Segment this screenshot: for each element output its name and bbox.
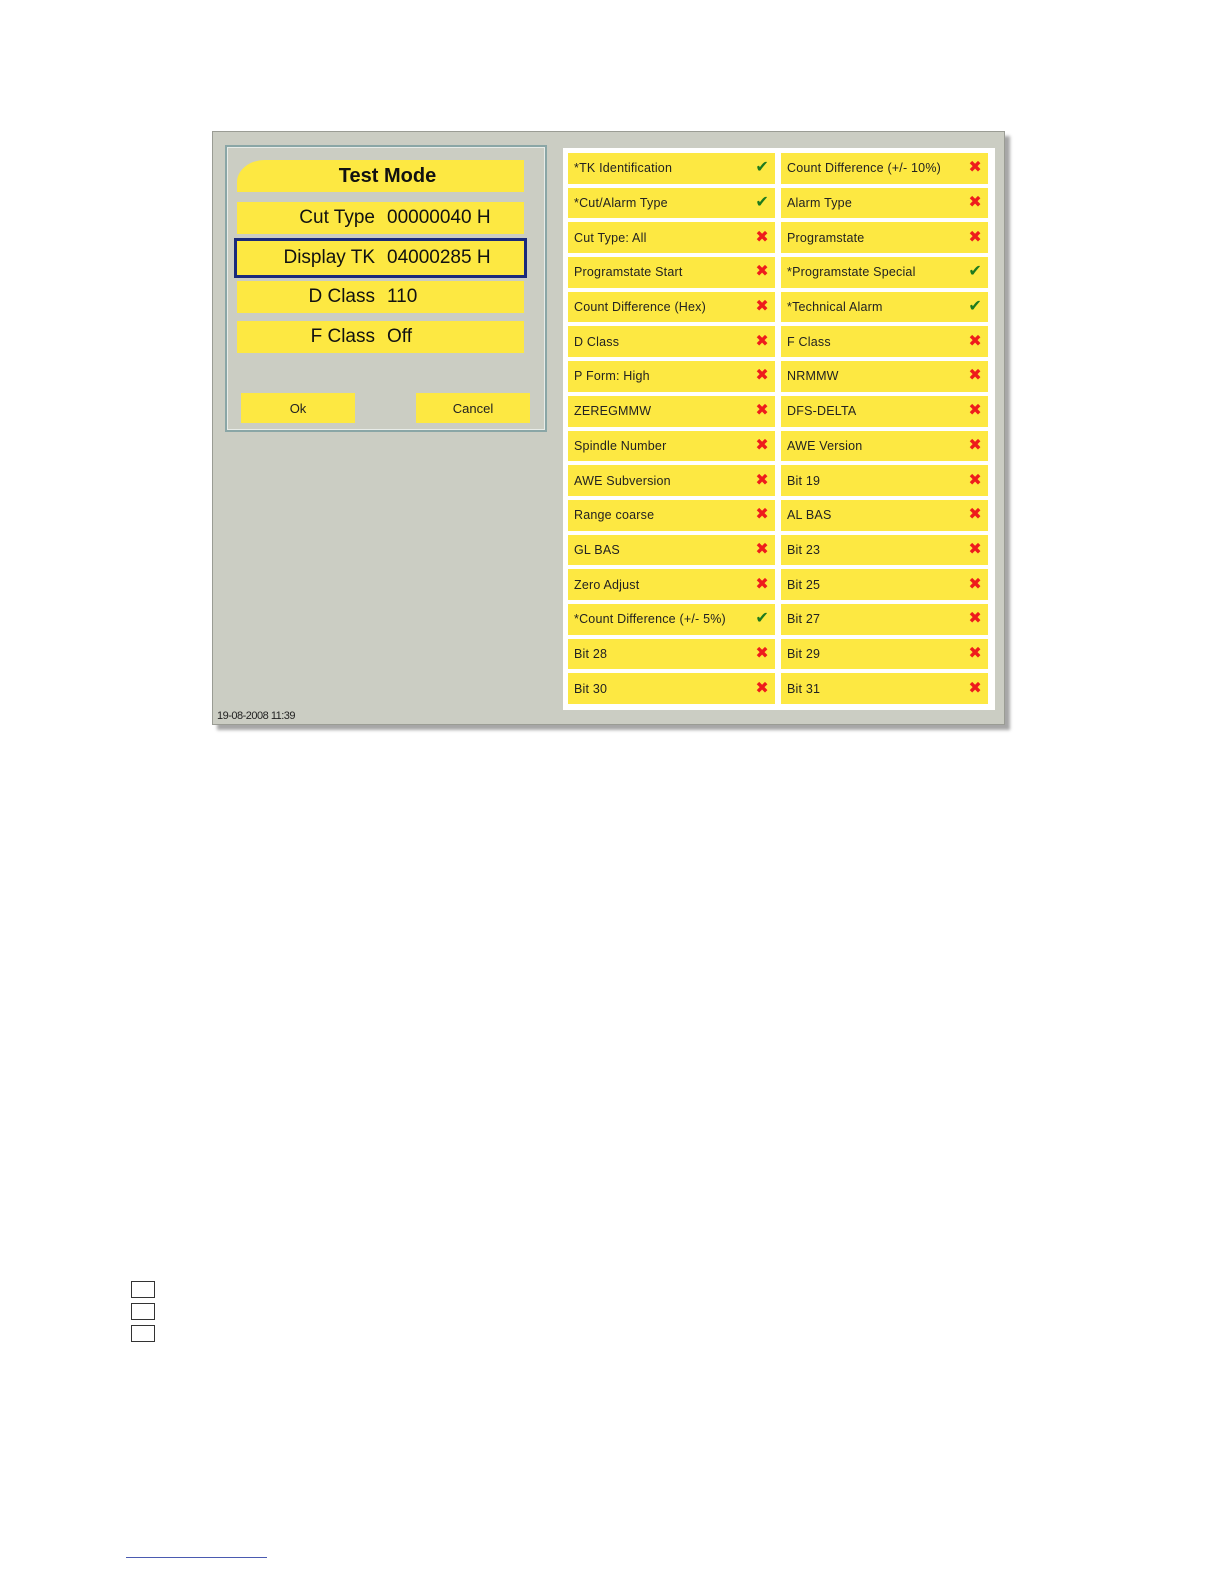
status-cell-label: Bit 30 — [574, 681, 608, 696]
cross-icon: ✖ — [968, 367, 982, 385]
checkbox-2[interactable] — [131, 1303, 155, 1320]
cross-icon: ✖ — [755, 436, 769, 454]
cross-icon: ✖ — [968, 159, 982, 177]
status-cell-label: *Count Difference (+/- 5%) — [574, 612, 726, 627]
ok-button[interactable]: Ok — [241, 393, 355, 423]
cross-icon: ✖ — [755, 228, 769, 246]
status-cell[interactable] — [781, 431, 988, 462]
status-cell[interactable] — [568, 535, 775, 566]
status-cell[interactable] — [568, 500, 775, 531]
cut-type-label: Cut Type — [299, 207, 375, 228]
status-cell-label: *Technical Alarm — [787, 300, 883, 315]
cross-icon: ✖ — [755, 402, 769, 420]
display-tk-field[interactable] — [234, 238, 527, 278]
status-cell-label: Cut Type: All — [574, 230, 647, 245]
cross-icon: ✖ — [755, 644, 769, 662]
cross-icon: ✖ — [968, 436, 982, 454]
status-cell-label: F Class — [787, 334, 831, 349]
status-cell-label: Bit 28 — [574, 646, 608, 661]
dialog-title-text: Test Mode — [338, 164, 437, 187]
status-cell[interactable] — [781, 153, 988, 184]
cross-icon: ✖ — [755, 332, 769, 350]
status-cell-label: Bit 31 — [787, 681, 821, 696]
check-icon: ✔ — [755, 194, 769, 212]
status-cell[interactable] — [568, 639, 775, 670]
status-cell[interactable] — [568, 257, 775, 288]
status-cell[interactable] — [781, 326, 988, 357]
status-cell-label: Count Difference (+/- 10%) — [787, 161, 941, 176]
display-tk-value: 04000285 H — [387, 247, 491, 268]
cross-icon: ✖ — [755, 367, 769, 385]
f-class-field[interactable] — [237, 321, 524, 353]
status-cell[interactable] — [781, 500, 988, 531]
status-cell[interactable] — [568, 465, 775, 496]
d-class-value: 110 — [387, 286, 418, 307]
d-class-field[interactable] — [237, 281, 524, 313]
f-class-label: F Class — [310, 326, 375, 347]
cross-icon: ✖ — [968, 610, 982, 628]
cross-icon: ✖ — [968, 540, 982, 558]
cross-icon: ✖ — [968, 644, 982, 662]
status-cell[interactable] — [781, 604, 988, 635]
cancel-button[interactable]: Cancel — [416, 393, 530, 423]
status-cell-label: P Form: High — [574, 369, 650, 384]
status-cell-label: Programstate — [787, 230, 865, 245]
status-cell[interactable] — [781, 569, 988, 600]
status-cell-label: Spindle Number — [574, 438, 667, 453]
cross-icon: ✖ — [968, 228, 982, 246]
status-cell[interactable] — [781, 292, 988, 323]
status-cell[interactable] — [781, 396, 988, 427]
status-cell-label: Zero Adjust — [574, 577, 640, 592]
footnote-rule — [126, 1557, 267, 1558]
status-cell[interactable] — [568, 292, 775, 323]
status-cell-label: AL BAS — [787, 508, 832, 523]
cross-icon: ✖ — [755, 471, 769, 489]
cross-icon: ✖ — [755, 298, 769, 316]
status-cell-label: Bit 29 — [787, 646, 821, 661]
check-icon: ✔ — [968, 263, 982, 281]
status-cell-label: AWE Subversion — [574, 473, 671, 488]
cut-type-value: 00000040 H — [387, 207, 491, 228]
status-cell-label: Programstate Start — [574, 265, 683, 280]
status-cell[interactable] — [568, 326, 775, 357]
status-cell[interactable] — [781, 465, 988, 496]
display-tk-label: Display TK — [283, 247, 375, 268]
cross-icon: ✖ — [968, 575, 982, 593]
test-mode-screen — [212, 131, 1005, 725]
status-cell-label: Bit 23 — [787, 542, 821, 557]
status-cell[interactable] — [781, 361, 988, 392]
cross-icon: ✖ — [968, 679, 982, 697]
check-icon: ✔ — [755, 159, 769, 177]
checkbox-3[interactable] — [131, 1325, 155, 1342]
test-mode-dialog — [225, 145, 547, 432]
status-cell[interactable] — [781, 257, 988, 288]
status-cell-label: Alarm Type — [787, 196, 852, 211]
status-cell-label: Bit 25 — [787, 577, 821, 592]
check-icon: ✔ — [968, 298, 982, 316]
timestamp: 19-08-2008 11:39 — [217, 710, 296, 722]
status-cell[interactable] — [568, 396, 775, 427]
status-cell[interactable] — [568, 222, 775, 253]
cross-icon: ✖ — [755, 263, 769, 281]
status-cell[interactable] — [568, 361, 775, 392]
status-cell[interactable] — [568, 604, 775, 635]
status-cell-label: Bit 27 — [787, 612, 821, 627]
cross-icon: ✖ — [968, 402, 982, 420]
status-cell[interactable] — [568, 188, 775, 219]
status-cell-label: D Class — [574, 334, 620, 349]
cross-icon: ✖ — [755, 679, 769, 697]
status-cell[interactable] — [781, 535, 988, 566]
status-cell-label: ZEREGMMW — [574, 404, 652, 419]
dialog-title — [237, 160, 524, 192]
status-cell[interactable] — [781, 188, 988, 219]
cross-icon: ✖ — [968, 194, 982, 212]
status-cell-label: *Cut/Alarm Type — [574, 196, 668, 211]
cross-icon: ✖ — [755, 540, 769, 558]
status-cell-label: Bit 19 — [787, 473, 821, 488]
status-cell-label: GL BAS — [574, 542, 620, 557]
cut-type-field[interactable] — [237, 202, 524, 234]
d-class-label: D Class — [308, 286, 375, 307]
status-cell-label: Count Difference (Hex) — [574, 300, 707, 315]
status-cell[interactable] — [781, 673, 988, 704]
status-cell[interactable] — [568, 431, 775, 462]
cross-icon: ✖ — [968, 332, 982, 350]
status-cell-label: AWE Version — [787, 438, 863, 453]
status-cell-label: *TK Identification — [574, 161, 673, 176]
status-cell-label: *Programstate Special — [787, 265, 916, 280]
status-cell[interactable] — [781, 222, 988, 253]
check-icon: ✔ — [755, 610, 769, 628]
cross-icon: ✖ — [755, 575, 769, 593]
f-class-value: Off — [387, 326, 412, 347]
status-grid — [563, 148, 995, 710]
cross-icon: ✖ — [755, 506, 769, 524]
status-cell[interactable] — [568, 673, 775, 704]
status-cell-label: NRMMW — [787, 369, 839, 384]
cross-icon: ✖ — [968, 471, 982, 489]
status-cell-label: Range coarse — [574, 508, 655, 523]
status-cell[interactable] — [781, 639, 988, 670]
cross-icon: ✖ — [968, 506, 982, 524]
checkbox-1[interactable] — [131, 1281, 155, 1298]
status-cell-label: DFS-DELTA — [787, 404, 857, 419]
status-cell[interactable] — [568, 569, 775, 600]
status-cell[interactable] — [568, 153, 775, 184]
